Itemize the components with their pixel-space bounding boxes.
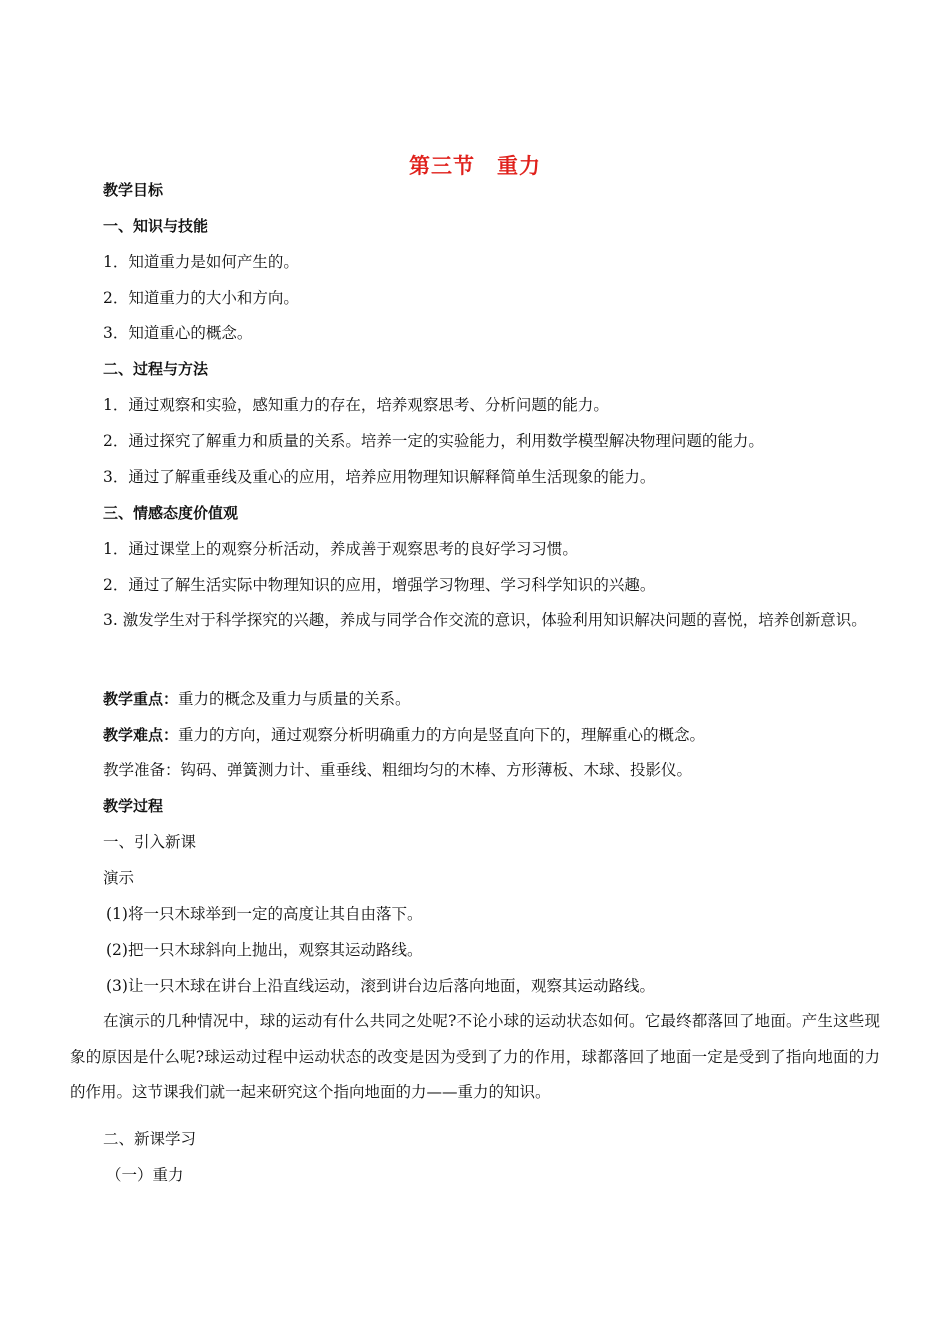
difficulty-text: 重力的方向，通过观察分析明确重力的方向是竖直向下的，理解重心的概念。 <box>178 726 706 744</box>
process-heading: 教学过程 <box>103 797 164 815</box>
preparation-line: 教学准备：钩码、弹簧测力计、重垂线、粗细均匀的木棒、方形薄板、木球、投影仪。 <box>103 761 693 779</box>
section-heading-attitude: 三、情感态度价值观 <box>103 504 239 522</box>
process-item: 3．通过了解重垂线及重心的应用，培养应用物理知识解释简单生活现象的能力。 <box>103 468 656 486</box>
knowledge-item: 3．知道重心的概念。 <box>103 324 253 342</box>
subsection-heading-gravity: （一）重力 <box>106 1166 184 1184</box>
attitude-item-wrapped: 3. 激发学生对于科学探究的兴趣，养成与同学合作交流的意识，体验利用知识解决问题的喜悦，培养创新意识。 <box>103 611 867 629</box>
section-heading-knowledge: 一、知识与技能 <box>103 217 209 235</box>
process-item: 2．通过探究了解重力和质量的关系。培养一定的实验能力，利用数学模型解决物理问题的能力。 <box>103 432 764 450</box>
intro-paragraph: 在演示的几种情况中，球的运动有什么共同之处呢?不论小球的运动状态如何。它最终都落回了地面。产生这些现象的原因是什么呢?球运动过程中运动状态的改变是因为受到了力的作用，球都落回了地面一定是受到了指向地面的力的作用。这节课我们就一起来研究这个指向地面的力——重力的知识。 <box>70 1012 880 1101</box>
demo-item: (2)把一只木球斜向上抛出，观察其运动路线。 <box>106 941 423 959</box>
title-topic: 重力 <box>497 154 541 178</box>
attitude-item: 2．通过了解生活实际中物理知识的应用，增强学习物理、学习科学知识的兴趣。 <box>103 576 656 594</box>
demo-label: 演示 <box>103 869 135 887</box>
key-point-line <box>103 688 880 710</box>
part1-heading: 一、引入新课 <box>103 833 197 851</box>
demo-item: (1)将一只木球举到一定的高度让其自由落下。 <box>106 905 423 923</box>
knowledge-item: 1．知道重力是如何产生的。 <box>103 253 299 271</box>
knowledge-item: 2．知道重力的大小和方向。 <box>103 289 299 307</box>
key-point-label: 教学重点： <box>103 690 179 708</box>
objectives-heading: 教学目标 <box>103 181 164 199</box>
part2-heading: 二、新课学习 <box>103 1130 197 1148</box>
difficulty-label: 教学难点： <box>103 726 179 744</box>
title-section-number: 第三节 <box>409 154 475 178</box>
demo-item: (3)让一只木球在讲台上沿直线运动，滚到讲台边后落向地面，观察其运动路线。 <box>106 977 655 995</box>
attitude-item: 1．通过课堂上的观察分析活动，养成善于观察思考的良好学习习惯。 <box>103 540 578 558</box>
process-item: 1．通过观察和实验，感知重力的存在，培养观察思考、分析问题的能力。 <box>103 396 609 414</box>
key-point-text: 重力的概念及重力与质量的关系。 <box>178 690 411 708</box>
difficulty-line <box>103 724 880 746</box>
page-title <box>0 150 950 180</box>
section-heading-process: 二、过程与方法 <box>103 360 209 378</box>
